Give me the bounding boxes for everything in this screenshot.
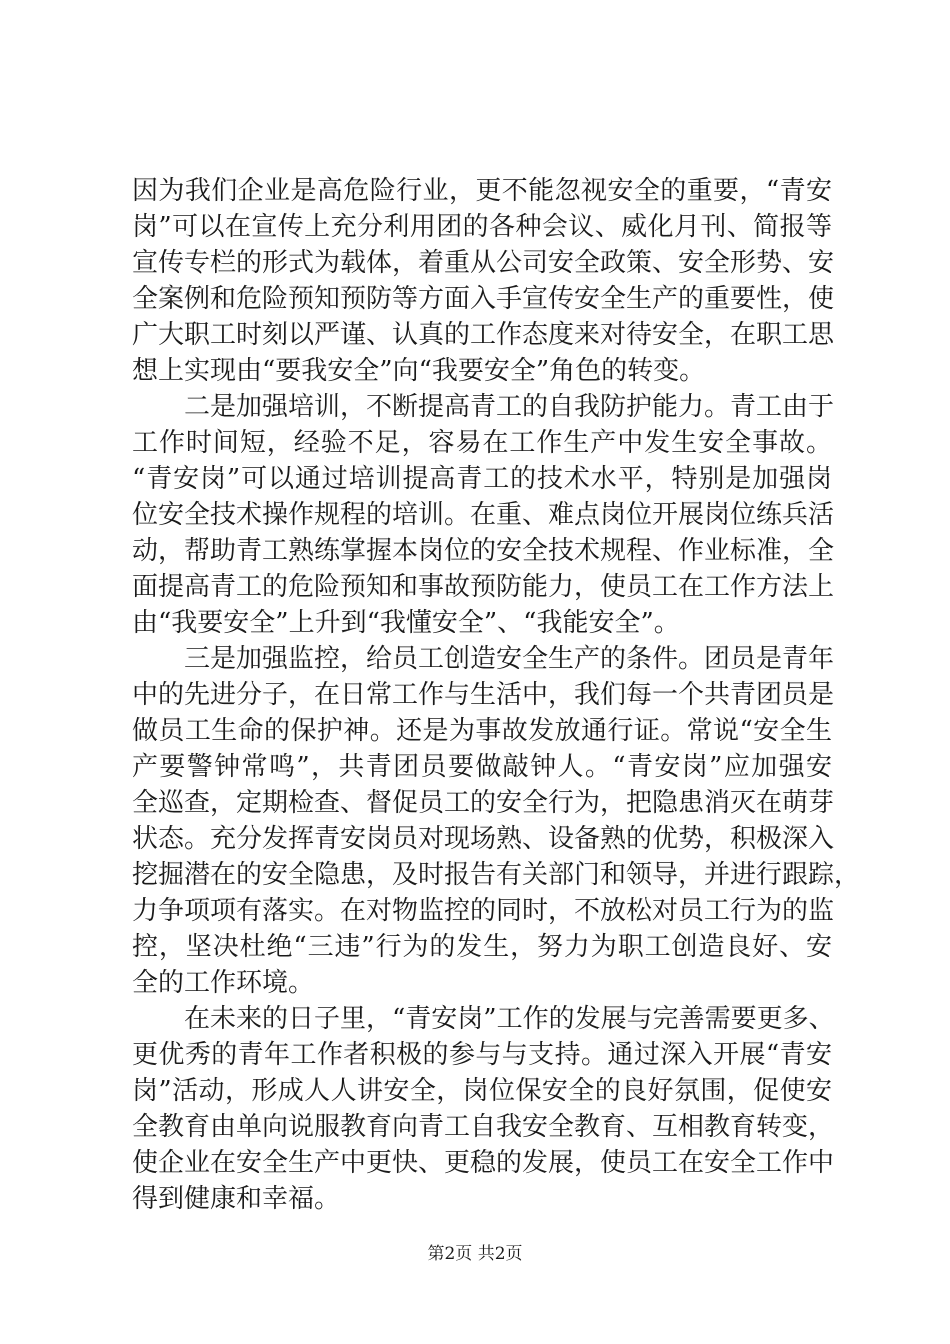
text-line: 全案例和危险预知预防等方面入手宣传安全生产的重要性，使 — [132, 284, 835, 314]
text-line: 产要警钟常鸣”，共青团员要做敲钟人。“青安岗”应加强安 — [132, 752, 832, 782]
text-line: 做员工生命的保护神。还是为事故发放通行证。常说“安全生 — [132, 716, 832, 746]
text-line: 位安全技术操作规程的培训。在重、难点岗位开展岗位练兵活 — [132, 500, 835, 530]
text-line: 岗”活动，形成人人讲安全，岗位保安全的良好氛围，促使安 — [132, 1076, 832, 1106]
text-line: 想上实现由“要我安全”向“我要安全”角色的转变。 — [132, 356, 706, 386]
page-number-footer: 第2页 共2页 — [427, 1244, 523, 1264]
paragraph-start-line: 在未来的日子里，“青安岗”工作的发展与完善需要更多、 — [184, 1004, 835, 1034]
text-line: 由“我要安全”上升到“我懂安全”、“我能安全”。 — [132, 608, 680, 638]
text-line: 控，坚决杜绝“三违”行为的发生，努力为职工创造良好、安 — [132, 932, 832, 962]
text-line: 中的先进分子，在日常工作与生活中，我们每一个共青团员是 — [132, 680, 835, 710]
text-line: 工作时间短，经验不足，容易在工作生产中发生安全事故。 — [132, 428, 832, 458]
text-line: 全巡查，定期检查、督促员工的安全行为，把隐患消灭在萌芽 — [132, 788, 835, 818]
text-line: 面提高青工的危险预知和事故预防能力，使员工在工作方法上 — [132, 572, 835, 602]
text-line: 状态。充分发挥青安岗员对现场熟、设备熟的优势，积极深入 — [132, 824, 835, 854]
text-line: 得到健康和幸福。 — [132, 1184, 341, 1214]
text-line: “青安岗”可以通过培训提高青工的技术水平，特别是加强岗 — [132, 464, 832, 494]
text-line: 使企业在安全生产中更快、更稳的发展，使员工在安全工作中 — [132, 1148, 835, 1178]
text-line: 全的工作环境。 — [132, 968, 315, 998]
text-line: 全教育由单向说服教育向青工自我安全教育、互相教育转变， — [132, 1112, 835, 1142]
text-line: 更优秀的青年工作者积极的参与与支持。通过深入开展“青安 — [132, 1040, 832, 1070]
text-line: 挖掘潜在的安全隐患，及时报告有关部门和领导，并进行跟踪， — [132, 860, 861, 890]
document-body — [132, 173, 861, 1217]
text-line: 广大职工时刻以严谨、认真的工作态度来对待安全，在职工思 — [132, 320, 835, 350]
text-line: 力争项项有落实。在对物监控的同时，不放松对员工行为的监 — [132, 896, 835, 926]
text-line: 岗”可以在宣传上充分利用团的各种会议、威化月刊、简报等 — [132, 212, 832, 242]
text-line: 动，帮助青工熟练掌握本岗位的安全技术规程、作业标准，全 — [132, 536, 835, 566]
text-line: 宣传专栏的形式为载体，着重从公司安全政策、安全形势、安 — [132, 248, 835, 278]
paragraph-start-line: 三是加强监控，给员工创造安全生产的条件。团员是青年 — [184, 644, 835, 674]
paragraph-start-line: 二是加强培训，不断提高青工的自我防护能力。青工由于 — [184, 392, 835, 422]
text-line: 因为我们企业是高危险行业，更不能忽视安全的重要，“青安 — [132, 176, 832, 206]
